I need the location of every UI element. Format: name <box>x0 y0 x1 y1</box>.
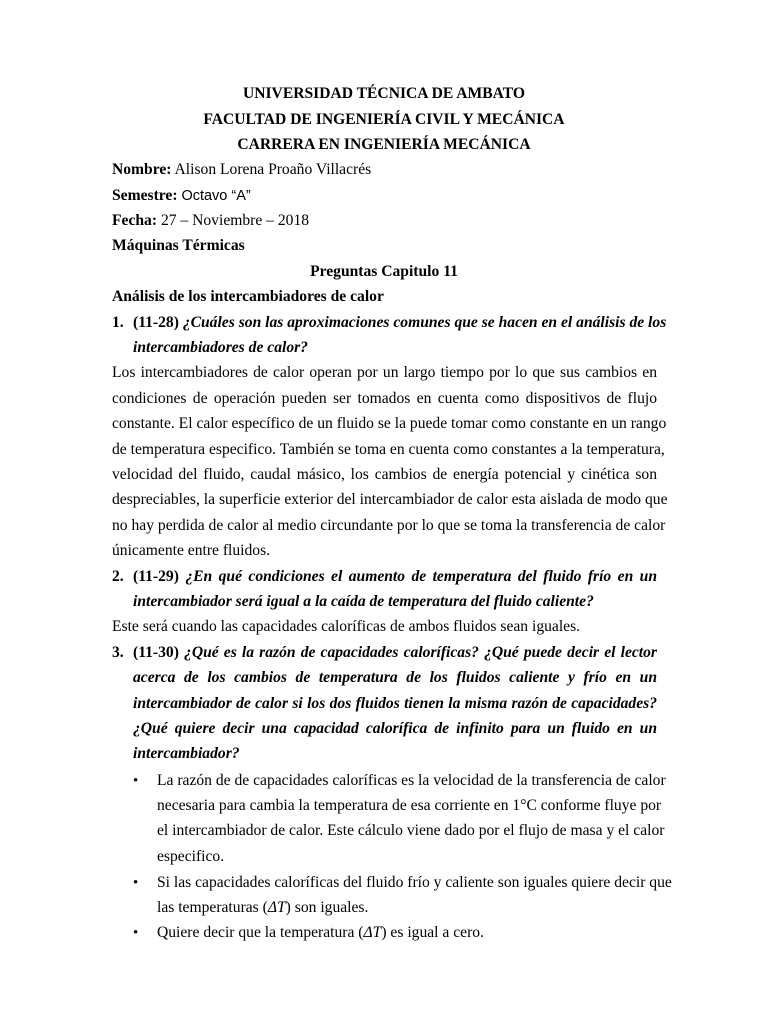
q1-question-line2: intercambiadores de calor? <box>133 339 308 356</box>
q1-answer-line: constante. El calor específico de un fluido se la puede tomar como constante en un rango <box>112 415 667 432</box>
q2-question-line1 <box>133 567 657 587</box>
q3-question-line2: acerca de los cambios de temperatura de los fluidos caliente y frío en un <box>133 669 657 686</box>
q1-answer-line: únicamente entre fluidos. <box>112 542 271 559</box>
q3-question-line4: ¿Qué quiere decir una capacidad calorífica de infinito para un fluido en un <box>133 720 657 737</box>
q2-question-line2: intercambiador será igual a la caída de temperatura del fluido caliente? <box>133 593 594 610</box>
date-value: 27 – Noviembre – 2018 <box>160 212 310 229</box>
bullet1-line: necesaria para cambia la temperatura de esa corriente en 1°C conforme fluye por <box>157 797 662 814</box>
semester-value: Octavo “A” <box>181 188 251 204</box>
delta-t-symbol: ΔT <box>267 899 286 916</box>
q1-question-line1 <box>133 313 667 333</box>
date-line <box>112 211 309 231</box>
q2-question-text: ¿En qué condiciones el aumento de temperatura del fluido frío en un <box>185 568 657 585</box>
bullet2-line1: Si las capacidades caloríficas del fluido frío y caliente son iguales quiere decir que <box>157 874 672 891</box>
bullet-icon: • <box>133 875 139 891</box>
bullet3-text-pre: Quiere decir que la temperatura ( <box>157 924 364 941</box>
delta-t-symbol: ΔT <box>363 924 382 941</box>
name-line <box>112 160 371 180</box>
faculty-title: FACULTAD DE INGENIERÍA CIVIL Y MECÁNICA <box>203 111 565 128</box>
document-title: Preguntas Capitulo 11 <box>310 263 458 280</box>
q3-question-text: ¿Qué es la razón de capacidades caloríficas? ¿Qué puede decir el lector <box>184 644 657 661</box>
q1-answer-line: Los intercambiadores de calor operan por un largo tiempo por lo que sus cambios en <box>112 364 657 381</box>
university-title: UNIVERSIDAD TÉCNICA DE AMBATO <box>242 85 526 102</box>
q3-code: (11-30) <box>133 644 179 661</box>
name-value: Alison Lorena Proaño Villacrés <box>174 161 372 178</box>
q1-question-text: ¿Cuáles son las aproximaciones comunes que se hacen en el análisis de los <box>182 314 667 331</box>
q1-number: 1. <box>112 314 124 331</box>
q2-code: (11-29) <box>133 568 179 585</box>
bullet1-line: especifico. <box>157 848 225 865</box>
career-title: CARRERA EN INGENIERÍA MECÁNICA <box>237 136 531 153</box>
course-name: Máquinas Térmicas <box>112 237 245 254</box>
bullet2-text-post: ) son iguales. <box>285 899 369 916</box>
q1-answer-line: de temperatura especifico. También se toma en cuenta como constantes a la temperatura, <box>112 441 665 458</box>
q3-number: 3. <box>112 644 124 661</box>
q1-code: (11-28) <box>133 314 179 331</box>
name-label: Nombre: <box>112 161 172 178</box>
date-label: Fecha: <box>112 212 158 229</box>
q3-question-line5: intercambiador? <box>133 745 240 762</box>
q1-answer-line: despreciables, la superficie exterior del intercambiador de calor esta aislada de modo que <box>112 491 668 508</box>
bullet1-line: el intercambiador de calor. Este cálculo viene dado por el flujo de masa y el calor <box>157 822 665 839</box>
q2-number: 2. <box>112 568 124 585</box>
q1-answer-line: velocidad del fluido, caudal másico, los cambios de energía potencial y cinética son <box>112 466 657 483</box>
bullet2-text-pre: las temperaturas ( <box>157 899 268 916</box>
bullet3-line <box>157 923 484 943</box>
q3-question-line1 <box>133 643 657 663</box>
bullet-icon: • <box>133 773 139 789</box>
q2-answer: Este será cuando las capacidades caloríficas de ambos fluidos sean iguales. <box>112 618 581 635</box>
bullet2-line2 <box>157 898 368 918</box>
bullet3-text-post: ) es igual a cero. <box>381 924 484 941</box>
section-heading: Análisis de los intercambiadores de calor <box>112 288 384 305</box>
q1-answer-line: no hay perdida de calor al medio circundante por lo que se toma la transferencia de calor <box>112 517 666 534</box>
q1-answer-line: condiciones de operación pueden ser tomados en cuenta como dispositivos de flujo <box>112 390 657 407</box>
bullet1-line: La razón de de capacidades caloríficas es la velocidad de la transferencia de calor <box>157 772 666 789</box>
bullet-icon: • <box>133 925 139 941</box>
semester-line <box>112 186 251 206</box>
semester-label: Semestre: <box>112 187 178 204</box>
q3-question-line3: intercambiador de calor si los dos fluidos tienen la misma razón de capacidades? <box>133 695 657 712</box>
